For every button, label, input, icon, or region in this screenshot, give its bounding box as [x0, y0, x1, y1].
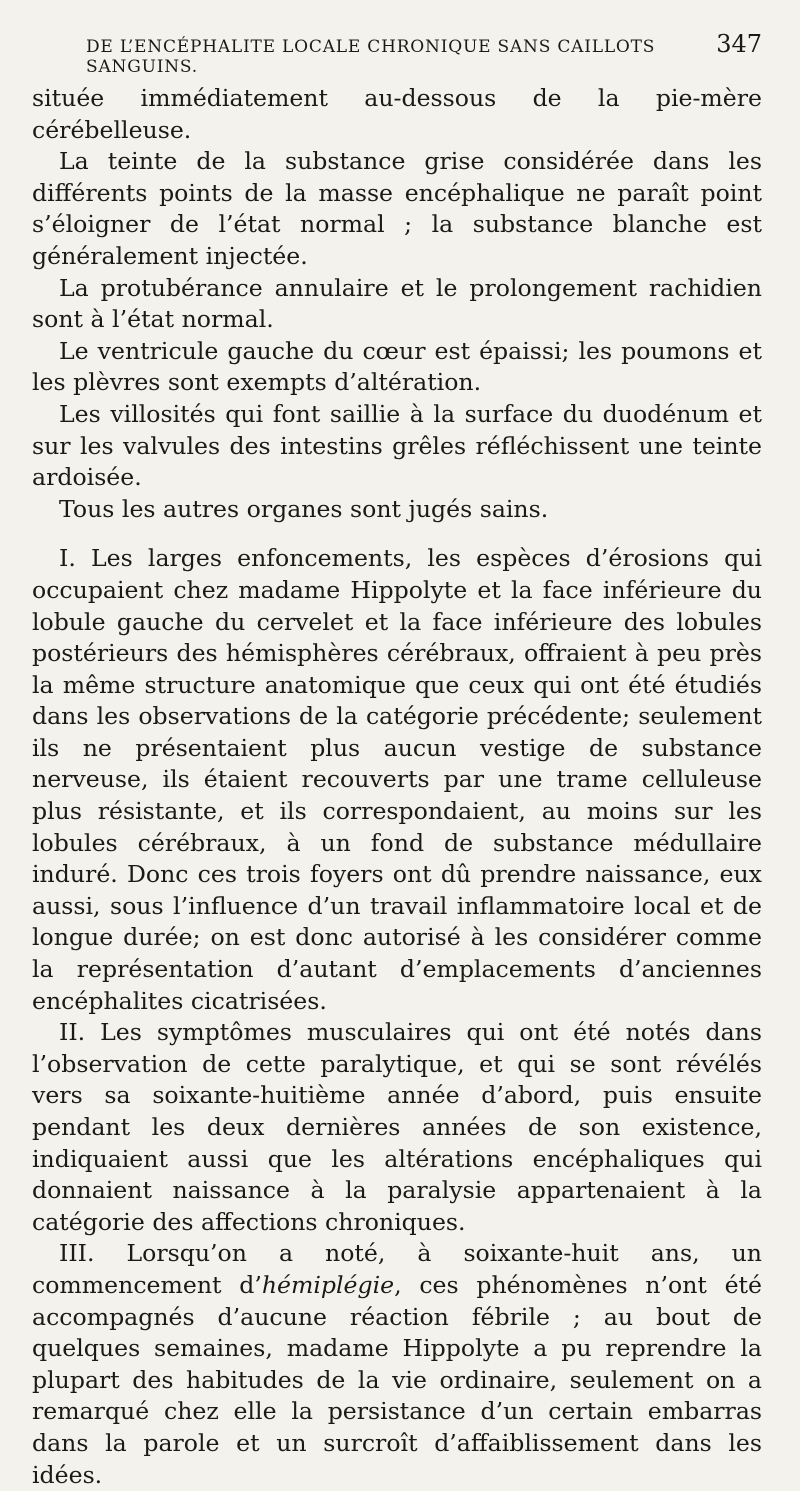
- paragraph-iii-rest: , ces phénomènes n’ont été accompagnés d’aucune réaction fébrile ; au bout de quelques semaines, madame Hippolyte a pu reprendre la plupart des habitudes de la vie ordinaire, seulement on a remarqué chez elle la persistance d’un certain embarras dans la parole et un surcroît d’affaiblissement dans les idées.: [32, 1270, 762, 1489]
- paragraph: La teinte de la substance grise considérée dans les différents points de la masse encéphalique ne paraît point s’éloigner de l’état normal ; la substance blanche est généralement injectée.: [32, 147, 762, 270]
- paragraph: La protubérance annulaire et le prolongement rachidien sont à l’état normal.: [32, 273, 762, 334]
- paragraph-section-i: I. Les larges enfoncements, les espèces d’érosions qui occupaient chez madame Hippolyte et la face inférieure du lobule gauche du cervelet et la face inférieure des lobules postérieurs des hémisphères cérébraux, offraient à peu près la même structure anatomique que ceux qui ont été étudiés dans les observations de la catégorie précédente; seulement ils ne présentaient plus aucun vestige de substance nerveuse, ils étaient recouverts par une trame celluleuse plus résistante, et ils correspondaient, au moins sur les lobules cérébraux, à un fond de substance médullaire induré. Donc ces trois foyers ont dû prendre naissance, eux aussi, sous l’influence d’un travail inflammatoire local et de longue durée; on est donc autorisé à les considérer comme la représentation d’autant d’emplacements d’anciennes encéphalites cicatrisées.: [32, 544, 762, 1015]
- body-text: [32, 83, 762, 1491]
- paragraph: Le ventricule gauche du cœur est épaissi; les poumons et les plèvres sont exempts d’altération.: [32, 336, 762, 397]
- paragraph: Les villosités qui font saillie à la surface du duodénum et sur les valvules des intestins grêles réfléchissent une teinte ardoisée.: [32, 399, 762, 492]
- running-head: [86, 30, 762, 77]
- page-number: 347: [716, 30, 762, 58]
- paragraph: Tous les autres organes sont jugés sains.: [59, 494, 549, 523]
- paragraph-iii-lead: III. Lorsqu’on a noté, à soixante-huit ans, un commencement d’: [32, 1239, 762, 1299]
- paragraph-section-iii: [32, 1238, 762, 1491]
- running-title: DE L’ENCÉPHALITE LOCALE CHRONIQUE SANS CAILLOTS SANGUINS.: [86, 37, 656, 77]
- paragraph: située immédiatement au-dessous de la pie-mère cérébelleuse.: [32, 84, 762, 144]
- emphasized-term: hémiplégie: [261, 1270, 395, 1299]
- paragraph-section-ii: II. Les symptômes musculaires qui ont été notés dans l’observation de cette paralytique, et qui se sont révélés vers sa soixante-huitième année d’abord, puis ensuite pendant les deux dernières années de son existence, indiquaient aussi que les altérations encéphaliques qui donnaient naissance à la paralysie appartenaient à la catégorie des affections chroniques.: [32, 1018, 762, 1236]
